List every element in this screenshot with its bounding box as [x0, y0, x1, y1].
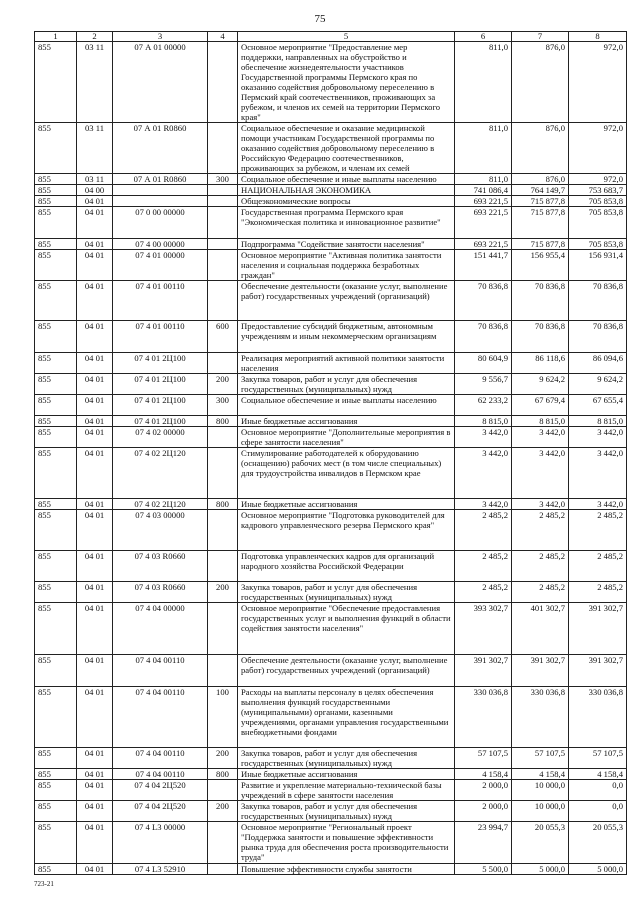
cell-v8: 2 485,2 — [569, 582, 627, 603]
cell-v7: 2 485,2 — [512, 510, 569, 551]
table-row — [35, 748, 627, 769]
cell-c1: 855 — [35, 427, 77, 448]
cell-c3: 07 4 04 00110 — [113, 655, 208, 687]
cell-c1: 855 — [35, 687, 77, 748]
cell-v7: 10 000,0 — [512, 801, 569, 822]
cell-v8: 9 624,2 — [569, 374, 627, 395]
cell-v8: 0,0 — [569, 801, 627, 822]
cell-v6: 330 036,8 — [455, 687, 512, 748]
cell-c1: 855 — [35, 374, 77, 395]
table-row — [35, 185, 627, 196]
cell-v8: 70 836,8 — [569, 281, 627, 321]
cell-name: Основное мероприятие "Предоставление мер поддержки, направленных на обустройство и обеспечение жизнедеятельности участников Государственной программы Пермского края по оказанию содействия добровольному переселению в Пермский край соотечественников, проживающих за рубежом, и членов их семей на территории Пермского края" — [238, 42, 455, 123]
cell-c1: 855 — [35, 551, 77, 582]
cell-c4 — [208, 603, 238, 655]
cell-c2: 04 01 — [77, 603, 113, 655]
cell-v6: 70 836,8 — [455, 321, 512, 353]
cell-name: Иные бюджетные ассигнования — [238, 416, 455, 427]
table-row — [35, 239, 627, 250]
cell-c3: 07 4 02 2Ц120 — [113, 448, 208, 499]
cell-name: Развитие и укрепление материально-технической базы учреждений в сфере занятости населения — [238, 780, 455, 801]
table-row — [35, 551, 627, 582]
cell-c2: 03 11 — [77, 174, 113, 185]
cell-v8: 156 931,4 — [569, 250, 627, 281]
cell-c1: 855 — [35, 499, 77, 510]
cell-c1: 855 — [35, 603, 77, 655]
cell-v6: 62 233,2 — [455, 395, 512, 416]
cell-c2: 04 01 — [77, 427, 113, 448]
cell-c2: 04 01 — [77, 864, 113, 875]
cell-v7: 10 000,0 — [512, 780, 569, 801]
cell-c1: 855 — [35, 864, 77, 875]
cell-c3 — [113, 196, 208, 207]
cell-v6: 151 441,7 — [455, 250, 512, 281]
cell-v6: 2 000,0 — [455, 780, 512, 801]
cell-v7: 3 442,0 — [512, 448, 569, 499]
table-row — [35, 582, 627, 603]
table-row — [35, 123, 627, 174]
cell-c4 — [208, 448, 238, 499]
cell-c4 — [208, 427, 238, 448]
table-row — [35, 374, 627, 395]
cell-v8: 67 655,4 — [569, 395, 627, 416]
cell-c3: 07 4 01 00000 — [113, 250, 208, 281]
cell-v7: 401 302,7 — [512, 603, 569, 655]
table-row — [35, 603, 627, 655]
cell-c1: 855 — [35, 448, 77, 499]
cell-c3: 07 4 03 R0660 — [113, 582, 208, 603]
cell-c4 — [208, 185, 238, 196]
cell-c4 — [208, 655, 238, 687]
table-row — [35, 822, 627, 864]
cell-c3 — [113, 185, 208, 196]
cell-c2: 03 11 — [77, 123, 113, 174]
cell-v6: 57 107,5 — [455, 748, 512, 769]
cell-v7: 391 302,7 — [512, 655, 569, 687]
table-header-row — [35, 32, 627, 42]
cell-c4: 600 — [208, 321, 238, 353]
cell-c4 — [208, 822, 238, 864]
cell-c4 — [208, 864, 238, 875]
cell-c2: 04 01 — [77, 499, 113, 510]
column-header: 5 — [238, 32, 455, 42]
table-row — [35, 196, 627, 207]
cell-v7: 764 149,7 — [512, 185, 569, 196]
cell-name: Стимулирование работодателей к оборудованию (оснащению) рабочих мест (в том числе специальных) для трудоустройства инвалидов в Пермском крае — [238, 448, 455, 499]
budget-table — [34, 31, 627, 875]
cell-c2: 04 01 — [77, 416, 113, 427]
cell-v8: 2 485,2 — [569, 551, 627, 582]
cell-v7: 330 036,8 — [512, 687, 569, 748]
cell-v6: 2 485,2 — [455, 582, 512, 603]
cell-c2: 04 01 — [77, 769, 113, 780]
cell-name: Основное мероприятие "Активная политика занятости населения и социальная поддержка безработных граждан" — [238, 250, 455, 281]
cell-v8: 20 055,3 — [569, 822, 627, 864]
table-row — [35, 427, 627, 448]
cell-name: Подготовка управленческих кадров для организаций народного хозяйства Российской Федерации — [238, 551, 455, 582]
cell-name: Основное мероприятие "Обеспечение предоставления государственных услуг и выполнения функций в области содействия занятости населения" — [238, 603, 455, 655]
cell-c3: 07 4 04 00000 — [113, 603, 208, 655]
cell-v7: 9 624,2 — [512, 374, 569, 395]
cell-name: Иные бюджетные ассигнования — [238, 499, 455, 510]
column-header: 1 — [35, 32, 77, 42]
cell-c2: 04 01 — [77, 801, 113, 822]
cell-c1: 855 — [35, 196, 77, 207]
cell-v8: 972,0 — [569, 123, 627, 174]
cell-c3: 07 4 04 00110 — [113, 748, 208, 769]
cell-v7: 2 485,2 — [512, 582, 569, 603]
cell-c3: 07 4 01 00110 — [113, 281, 208, 321]
table-row — [35, 801, 627, 822]
table-row — [35, 510, 627, 551]
table-row — [35, 207, 627, 239]
cell-c1: 855 — [35, 748, 77, 769]
cell-v6: 391 302,7 — [455, 655, 512, 687]
cell-name: Социальное обеспечение и иные выплаты населению — [238, 395, 455, 416]
cell-v6: 811,0 — [455, 42, 512, 123]
cell-v8: 8 815,0 — [569, 416, 627, 427]
cell-name: Обеспечение деятельности (оказание услуг, выполнение работ) государственных учреждений (организаций) — [238, 281, 455, 321]
cell-c2: 04 01 — [77, 395, 113, 416]
cell-name: Общеэкономические вопросы — [238, 196, 455, 207]
cell-c4 — [208, 281, 238, 321]
cell-v7: 5 000,0 — [512, 864, 569, 875]
cell-c1: 855 — [35, 582, 77, 603]
cell-c2: 04 01 — [77, 551, 113, 582]
cell-name: Обеспечение деятельности (оказание услуг, выполнение работ) государственных учреждений (организаций) — [238, 655, 455, 687]
cell-v8: 391 302,7 — [569, 655, 627, 687]
cell-c1: 855 — [35, 239, 77, 250]
cell-v6: 80 604,9 — [455, 353, 512, 374]
cell-name: Основное мероприятие "Региональный проект "Поддержка занятости и повышение эффективности рынка труда для обеспечения роста производительности труда" — [238, 822, 455, 864]
cell-c4: 200 — [208, 582, 238, 603]
cell-v7: 70 836,8 — [512, 321, 569, 353]
cell-c2: 04 01 — [77, 780, 113, 801]
table-row — [35, 174, 627, 185]
cell-v6: 23 994,7 — [455, 822, 512, 864]
cell-c3: 07 4 L3 00000 — [113, 822, 208, 864]
table-row — [35, 395, 627, 416]
cell-v8: 2 485,2 — [569, 510, 627, 551]
cell-name: Закупка товаров, работ и услуг для обеспечения государственных (муниципальных) нужд — [238, 801, 455, 822]
cell-v7: 2 485,2 — [512, 551, 569, 582]
table-row — [35, 780, 627, 801]
table-row — [35, 353, 627, 374]
cell-v7: 876,0 — [512, 174, 569, 185]
cell-v7: 3 442,0 — [512, 427, 569, 448]
cell-c3: 07 А 01 R0860 — [113, 123, 208, 174]
cell-c1: 855 — [35, 185, 77, 196]
cell-v8: 391 302,7 — [569, 603, 627, 655]
cell-c2: 04 01 — [77, 582, 113, 603]
column-header: 6 — [455, 32, 512, 42]
cell-c1: 855 — [35, 822, 77, 864]
cell-c2: 04 01 — [77, 655, 113, 687]
cell-name: Иные бюджетные ассигнования — [238, 769, 455, 780]
cell-c1: 855 — [35, 655, 77, 687]
cell-c2: 04 01 — [77, 239, 113, 250]
cell-v6: 693 221,5 — [455, 239, 512, 250]
cell-v6: 4 158,4 — [455, 769, 512, 780]
cell-c3: 07 4 04 00110 — [113, 687, 208, 748]
cell-v6: 70 836,8 — [455, 281, 512, 321]
cell-c1: 855 — [35, 42, 77, 123]
cell-c3: 07 А 01 R0860 — [113, 174, 208, 185]
cell-c3: 07 4 04 2Ц520 — [113, 780, 208, 801]
cell-c4 — [208, 353, 238, 374]
cell-c4 — [208, 510, 238, 551]
cell-c2: 04 01 — [77, 687, 113, 748]
cell-v8: 972,0 — [569, 174, 627, 185]
cell-c2: 03 11 — [77, 42, 113, 123]
cell-c3: 07 4 01 2Ц100 — [113, 416, 208, 427]
cell-v8: 705 853,8 — [569, 239, 627, 250]
cell-v6: 741 086,4 — [455, 185, 512, 196]
cell-c1: 855 — [35, 353, 77, 374]
cell-c1: 855 — [35, 801, 77, 822]
cell-v7: 715 877,8 — [512, 207, 569, 239]
cell-c4: 100 — [208, 687, 238, 748]
cell-name: Основное мероприятие "Подготовка руководителей для кадрового управленческого резерва Пермского края" — [238, 510, 455, 551]
cell-c2: 04 01 — [77, 250, 113, 281]
cell-name: Закупка товаров, работ и услуг для обеспечения государственных (муниципальных) нужд — [238, 374, 455, 395]
cell-c1: 855 — [35, 780, 77, 801]
cell-c4: 300 — [208, 174, 238, 185]
cell-c3: 07 4 03 R0660 — [113, 551, 208, 582]
cell-name: Подпрограмма "Содействие занятости населения" — [238, 239, 455, 250]
column-header: 3 — [113, 32, 208, 42]
table-row — [35, 321, 627, 353]
cell-c3: 07 4 02 00000 — [113, 427, 208, 448]
cell-c4: 200 — [208, 748, 238, 769]
cell-v8: 753 683,7 — [569, 185, 627, 196]
cell-v8: 70 836,8 — [569, 321, 627, 353]
cell-c2: 04 01 — [77, 353, 113, 374]
cell-c1: 855 — [35, 510, 77, 551]
cell-c3: 07 0 00 00000 — [113, 207, 208, 239]
cell-v6: 3 442,0 — [455, 448, 512, 499]
cell-v6: 5 500,0 — [455, 864, 512, 875]
cell-v6: 9 556,7 — [455, 374, 512, 395]
table-row — [35, 687, 627, 748]
cell-v7: 20 055,3 — [512, 822, 569, 864]
cell-v7: 715 877,8 — [512, 239, 569, 250]
table-row — [35, 499, 627, 510]
cell-c4: 800 — [208, 499, 238, 510]
cell-c3: 07 4 L3 52910 — [113, 864, 208, 875]
cell-c4 — [208, 551, 238, 582]
cell-v6: 393 302,7 — [455, 603, 512, 655]
cell-c1: 855 — [35, 123, 77, 174]
cell-c4: 200 — [208, 801, 238, 822]
table-row — [35, 448, 627, 499]
page-number: 75 — [314, 13, 326, 25]
cell-v7: 876,0 — [512, 42, 569, 123]
cell-c2: 04 01 — [77, 374, 113, 395]
cell-c3: 07 4 03 00000 — [113, 510, 208, 551]
cell-c4 — [208, 780, 238, 801]
cell-c1: 855 — [35, 321, 77, 353]
column-header: 2 — [77, 32, 113, 42]
cell-c2: 04 00 — [77, 185, 113, 196]
cell-c3: 07 4 00 00000 — [113, 239, 208, 250]
cell-c3: 07 А 01 00000 — [113, 42, 208, 123]
cell-c1: 855 — [35, 207, 77, 239]
cell-c2: 04 01 — [77, 448, 113, 499]
cell-c4 — [208, 42, 238, 123]
cell-c2: 04 01 — [77, 321, 113, 353]
cell-v7: 57 107,5 — [512, 748, 569, 769]
cell-c1: 855 — [35, 395, 77, 416]
cell-c2: 04 01 — [77, 822, 113, 864]
cell-c3: 07 4 01 2Ц100 — [113, 353, 208, 374]
cell-v6: 2 000,0 — [455, 801, 512, 822]
cell-c4 — [208, 196, 238, 207]
cell-name: Социальное обеспечение и иные выплаты населению — [238, 174, 455, 185]
cell-c2: 04 01 — [77, 281, 113, 321]
cell-v6: 693 221,5 — [455, 207, 512, 239]
cell-v7: 70 836,8 — [512, 281, 569, 321]
cell-name: Основное мероприятие "Дополнительные мероприятия в сфере занятости населения" — [238, 427, 455, 448]
cell-v7: 876,0 — [512, 123, 569, 174]
cell-name: Расходы на выплаты персоналу в целях обеспечения выполнения функций государственными (муниципальными) органами, казенными учреждениями, органами управления государственными внебюджетными фондами — [238, 687, 455, 748]
cell-name: Закупка товаров, работ и услуг для обеспечения государственных (муниципальных) нужд — [238, 748, 455, 769]
cell-v6: 2 485,2 — [455, 551, 512, 582]
cell-v7: 4 158,4 — [512, 769, 569, 780]
cell-name: Реализация мероприятий активной политики занятости населения — [238, 353, 455, 374]
cell-name: Социальное обеспечение и оказание медицинской помощи участникам Государственной программы по оказанию содействия добровольному переселению в Российскую Федерацию соотечественников, проживающих за рубежом, и членам их семей — [238, 123, 455, 174]
column-header: 8 — [569, 32, 627, 42]
column-header: 7 — [512, 32, 569, 42]
table-row — [35, 416, 627, 427]
cell-v8: 3 442,0 — [569, 448, 627, 499]
cell-v8: 705 853,8 — [569, 207, 627, 239]
cell-v8: 705 853,8 — [569, 196, 627, 207]
cell-name: Государственная программа Пермского края "Экономическая политика и инновационное развитие" — [238, 207, 455, 239]
cell-c3: 07 4 02 2Ц120 — [113, 499, 208, 510]
table-row — [35, 769, 627, 780]
cell-c3: 07 4 01 2Ц100 — [113, 374, 208, 395]
cell-c4 — [208, 207, 238, 239]
cell-c2: 04 01 — [77, 196, 113, 207]
cell-c4 — [208, 250, 238, 281]
cell-v8: 4 158,4 — [569, 769, 627, 780]
cell-v8: 972,0 — [569, 42, 627, 123]
table-row — [35, 864, 627, 875]
cell-c2: 04 01 — [77, 207, 113, 239]
cell-v8: 0,0 — [569, 780, 627, 801]
cell-c4: 800 — [208, 416, 238, 427]
cell-name: Повышение эффективности службы занятости — [238, 864, 455, 875]
cell-v6: 3 442,0 — [455, 427, 512, 448]
cell-v8: 3 442,0 — [569, 427, 627, 448]
cell-v6: 811,0 — [455, 123, 512, 174]
cell-c1: 855 — [35, 416, 77, 427]
cell-v6: 3 442,0 — [455, 499, 512, 510]
cell-c3: 07 4 04 2Ц520 — [113, 801, 208, 822]
table-row — [35, 250, 627, 281]
cell-v6: 2 485,2 — [455, 510, 512, 551]
cell-c2: 04 01 — [77, 748, 113, 769]
cell-v8: 3 442,0 — [569, 499, 627, 510]
cell-v7: 67 679,4 — [512, 395, 569, 416]
cell-v7: 8 815,0 — [512, 416, 569, 427]
cell-v7: 156 955,4 — [512, 250, 569, 281]
table-row — [35, 281, 627, 321]
cell-c4 — [208, 239, 238, 250]
cell-v8: 86 094,6 — [569, 353, 627, 374]
cell-c4: 300 — [208, 395, 238, 416]
cell-c4: 200 — [208, 374, 238, 395]
cell-v8: 330 036,8 — [569, 687, 627, 748]
cell-c3: 07 4 01 2Ц100 — [113, 395, 208, 416]
cell-c4: 800 — [208, 769, 238, 780]
cell-c1: 855 — [35, 281, 77, 321]
cell-v8: 5 000,0 — [569, 864, 627, 875]
cell-v7: 86 118,6 — [512, 353, 569, 374]
cell-name: Закупка товаров, работ и услуг для обеспечения государственных (муниципальных) нужд — [238, 582, 455, 603]
cell-v6: 693 221,5 — [455, 196, 512, 207]
cell-v8: 57 107,5 — [569, 748, 627, 769]
cell-name: НАЦИОНАЛЬНАЯ ЭКОНОМИКА — [238, 185, 455, 196]
cell-v6: 811,0 — [455, 174, 512, 185]
cell-v7: 3 442,0 — [512, 499, 569, 510]
table-row — [35, 42, 627, 123]
cell-name: Предоставление субсидий бюджетным, автономным учреждениям и иным некоммерческим организациям — [238, 321, 455, 353]
column-header: 4 — [208, 32, 238, 42]
cell-v7: 715 877,8 — [512, 196, 569, 207]
cell-c1: 855 — [35, 769, 77, 780]
cell-c4 — [208, 123, 238, 174]
cell-c1: 855 — [35, 174, 77, 185]
document-code: 723-21 — [34, 880, 54, 888]
table-row — [35, 655, 627, 687]
cell-c3: 07 4 01 00110 — [113, 321, 208, 353]
cell-c1: 855 — [35, 250, 77, 281]
cell-c2: 04 01 — [77, 510, 113, 551]
cell-c3: 07 4 04 00110 — [113, 769, 208, 780]
cell-v6: 8 815,0 — [455, 416, 512, 427]
